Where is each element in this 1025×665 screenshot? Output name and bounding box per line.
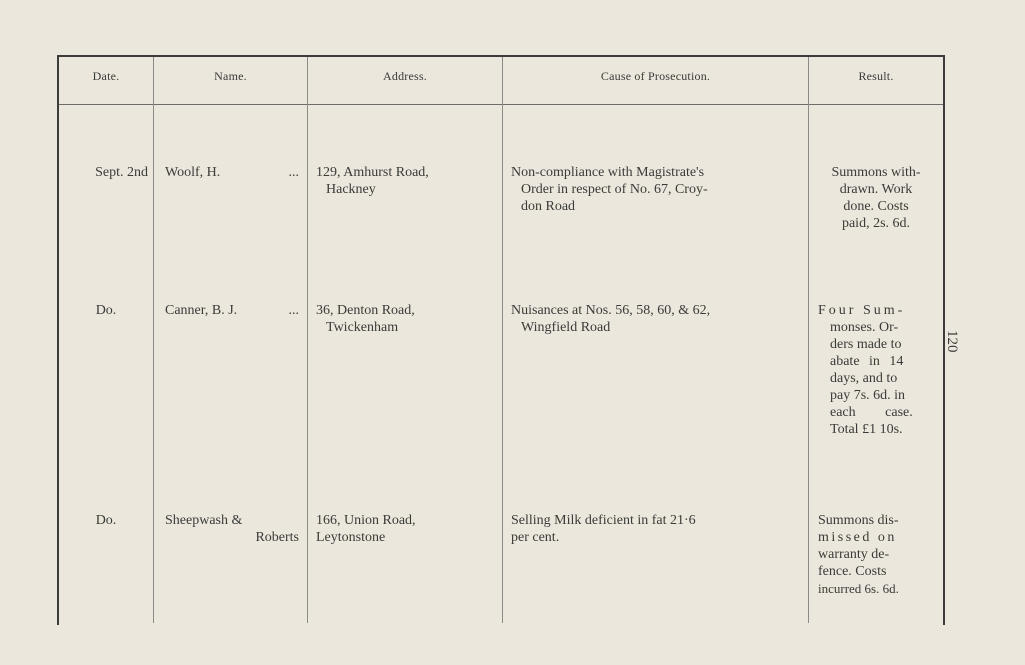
table-top-rule	[57, 55, 945, 57]
row3-cause	[511, 512, 799, 546]
row3-address-line2: Leytonstone	[316, 530, 386, 545]
row2-result-line4: abate in 14	[830, 354, 904, 369]
page-number: 120	[944, 330, 960, 353]
row1-result-line4: paid, 2s. 6d.	[841, 216, 911, 231]
header-date: Date.	[92, 69, 120, 83]
row1-address	[316, 164, 498, 198]
header-name: Name.	[214, 69, 247, 83]
row1-result-line3: done. Costs	[843, 199, 909, 214]
row1-name	[165, 164, 303, 181]
row1-result-line2: drawn. Work	[839, 182, 913, 197]
header-address: Address.	[383, 69, 427, 83]
row2-cause-line1: Nuisances at Nos. 56, 58, 60, & 62,	[511, 303, 711, 318]
row2-address	[316, 302, 498, 336]
row2-result-line5: days, and to	[830, 371, 898, 386]
column-divider	[153, 57, 154, 623]
row3-result-line1: Summons dis-	[818, 513, 899, 528]
row2-result-line8: Total £1 10s.	[830, 422, 903, 437]
column-divider	[307, 57, 308, 623]
row3-address	[316, 512, 498, 546]
row2-name	[165, 302, 303, 319]
row3-result-line5: incurred 6s. 6d.	[818, 581, 899, 596]
column-divider	[502, 57, 503, 623]
row1-date: Sept. 2nd	[95, 165, 148, 180]
row3-result	[818, 512, 942, 597]
row1-name-dots: ...	[288, 165, 299, 180]
row3-result-line4: fence. Costs	[818, 564, 887, 579]
row3-address-line1: 166, Union Road,	[316, 513, 416, 528]
row2-cause	[511, 302, 799, 336]
row1-cause-line1: Non-compliance with Magistrate's	[511, 165, 705, 180]
row2-cause-line2: Wingfield Road	[521, 320, 611, 335]
row2-result-line6: pay 7s. 6d. in	[830, 388, 906, 403]
row2-result-line7: each case.	[830, 405, 913, 420]
row2-result-line1: Four Sum-	[818, 303, 906, 318]
row3-cause-line1: Selling Milk deficient in fat 21·6	[511, 513, 696, 528]
row3-name-line2: Roberts	[255, 530, 299, 545]
row3-result-line2: missed on	[818, 530, 897, 545]
row2-result-line2: monses. Or-	[830, 320, 899, 335]
row1-cause-line2: Order in respect of No. 67, Croy-	[521, 182, 708, 197]
row2-result-line3: ders made to	[830, 337, 902, 352]
row3-cause-line2: per cent.	[511, 530, 560, 545]
header-result: Result.	[858, 69, 894, 83]
row1-name-text: Woolf, H.	[165, 165, 221, 180]
row3-name	[165, 512, 303, 546]
row1-address-line1: 129, Amhurst Road,	[316, 165, 429, 180]
row1-cause-line3: don Road	[521, 199, 576, 214]
row2-address-line2: Twickenham	[326, 320, 399, 335]
row2-name-dots: ...	[288, 303, 299, 318]
row1-result-line1: Summons with-	[831, 165, 921, 180]
row1-cause	[511, 164, 799, 215]
row3-result-line3: warranty de-	[818, 547, 890, 562]
row2-result	[818, 302, 936, 438]
header-cause: Cause of Prosecution.	[600, 69, 711, 83]
row2-address-line1: 36, Denton Road,	[316, 303, 415, 318]
row2-date: Do.	[95, 303, 117, 318]
table-left-rule	[57, 55, 59, 625]
row2-name-text: Canner, B. J.	[165, 303, 238, 318]
row3-name-line1: Sheepwash &	[165, 513, 243, 528]
row1-address-line2: Hackney	[326, 182, 376, 197]
row3-date: Do.	[95, 513, 117, 528]
column-divider	[808, 57, 809, 623]
header-bottom-rule	[59, 104, 943, 105]
row1-result	[814, 164, 938, 232]
